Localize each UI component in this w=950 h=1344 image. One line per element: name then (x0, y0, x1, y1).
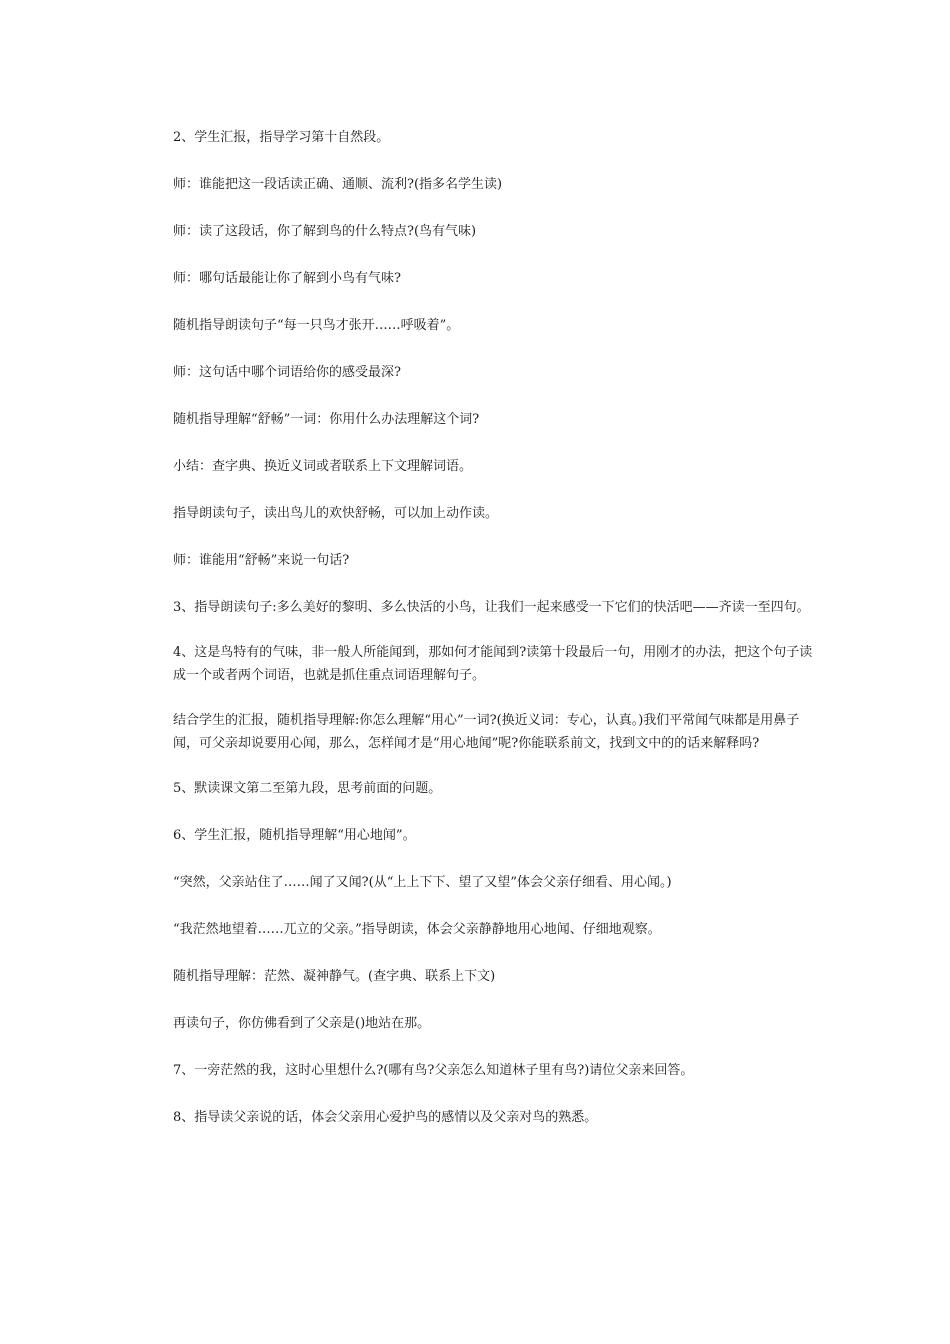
paragraph: 3、指导朗读句子:多么美好的黎明、多么快活的小鸟，让我们一起来感受一下它们的快活吧——齐读一至四句。 (173, 600, 810, 615)
paragraph: 结合学生的汇报，随机指导理解:你怎么理解“用心”一词?(换近义词：专心，认真。)我们平常闻气味都是用鼻子闻，可父亲却说要用心闻，那么，怎样闻才是“用心地闻”呢?你能联系前文，找到文中的的话来解释吗? (173, 713, 800, 751)
paragraph: 师：谁能把这一段话读正确、通顺、流利?(指多名学生读) (173, 177, 503, 192)
paragraph: 师：哪句话最能让你了解到小鸟有气味? (173, 271, 401, 286)
paragraph: 指导朗读句子，读出鸟儿的欢快舒畅，可以加上动作读。 (173, 506, 499, 521)
paragraph: “突然，父亲站住了……闻了又闻?(从“上上下下、望了又望”体会父亲仔细看、用心闻。) (173, 875, 672, 890)
paragraph: 随机指导理解“舒畅”一词：你用什么办法理解这个词? (173, 412, 480, 427)
paragraph: 7、一旁茫然的我，这时心里想什么?(哪有鸟?父亲怎么知道林子里有鸟?)请位父亲来回答。 (173, 1063, 694, 1078)
paragraph: 5、默读课文第二至第九段，思考前面的问题。 (173, 781, 442, 796)
document-body (173, 126, 813, 1153)
paragraph: “我茫然地望着……兀立的父亲。”指导朗读，体会父亲静静地用心地闻、仔细地观察。 (173, 922, 661, 937)
paragraph: 再读句子，你仿佛看到了父亲是()地站在那。 (173, 1016, 431, 1031)
paragraph: 师：谁能用“舒畅”来说一句话? (173, 553, 350, 568)
paragraph: 8、指导读父亲说的话，体会父亲用心爱护鸟的感情以及父亲对鸟的熟悉。 (173, 1110, 598, 1125)
paragraph: 小结：查字典、换近义词或者联系上下文理解词语。 (173, 459, 473, 474)
paragraph: 6、学生汇报，随机指导理解“用心地闻”。 (173, 828, 416, 843)
paragraph: 4、这是鸟特有的气味，非一般人所能闻到，那如何才能闻到?读第十段最后一句，用刚才的办法，把这个句子读成一个或者两个词语，也就是抓住重点词语理解句子。 (173, 645, 813, 683)
paragraph: 2、学生汇报，指导学习第十自然段。 (173, 130, 390, 145)
paragraph: 随机指导朗读句子“每一只鸟才张开……呼吸着”。 (173, 318, 460, 333)
paragraph: 师：读了这段话，你了解到鸟的什么特点?(鸟有气味) (173, 224, 477, 239)
paragraph: 随机指导理解：茫然、凝神静气。(查字典、联系上下文) (173, 969, 496, 984)
paragraph: 师：这句话中哪个词语给你的感受最深? (173, 365, 401, 380)
